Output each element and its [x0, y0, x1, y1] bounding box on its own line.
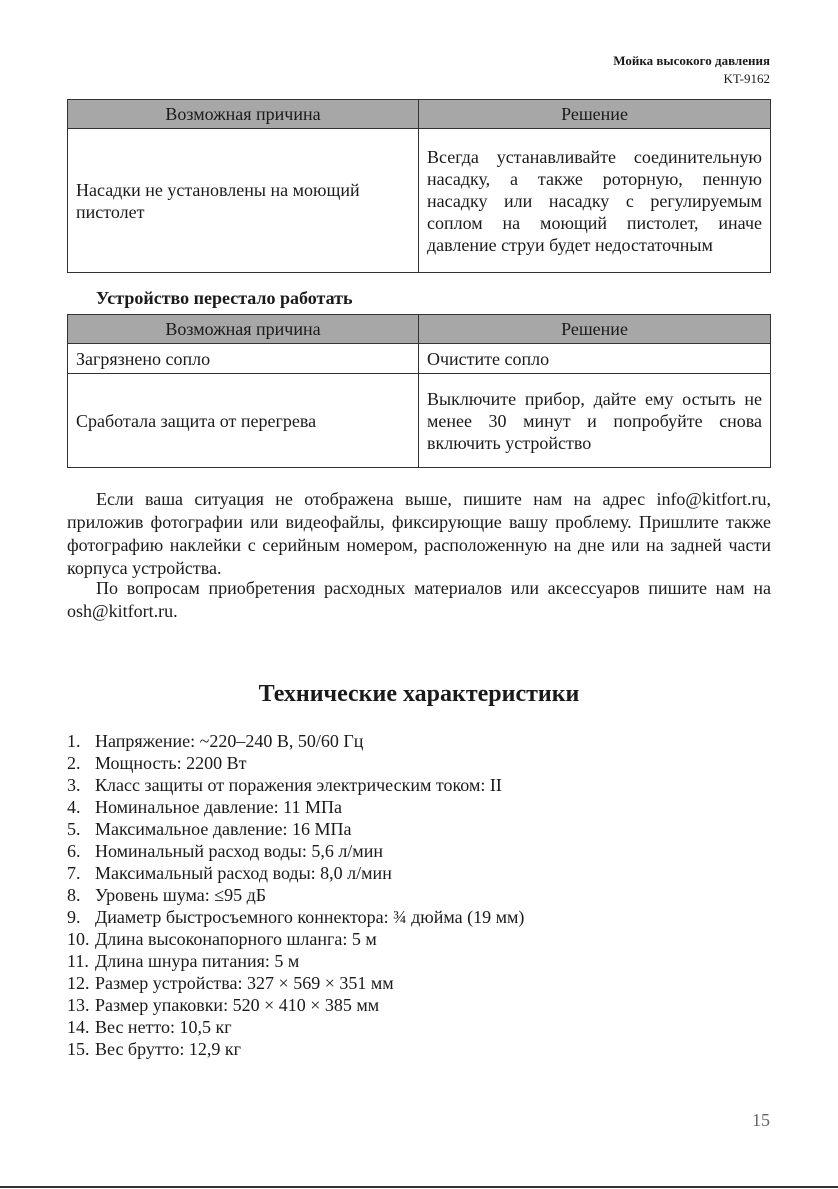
- table-cell-solution: Очистите сопло: [419, 344, 771, 374]
- page-header: [613, 52, 770, 88]
- list-item: [67, 1016, 524, 1038]
- item-number: 7.: [67, 863, 81, 883]
- model-number: KT-9162: [723, 71, 770, 86]
- table-header-solution: Решение: [419, 100, 771, 129]
- table-cell-solution: Выключите прибор, дайте ему остыть не менее 30 минут и попробуйте снова включить устройство: [419, 374, 771, 468]
- item-text: Номинальное давление: 11 МПа: [95, 797, 342, 817]
- table-row: [68, 129, 771, 273]
- table-header-solution: Решение: [419, 315, 771, 344]
- item-number: 8.: [67, 885, 81, 905]
- list-item: [67, 752, 524, 774]
- table-header-cause: Возможная причина: [68, 315, 419, 344]
- item-text: Диаметр быстросъемного коннектора: ¾ дюйма (19 мм): [95, 907, 525, 927]
- specs-list: [67, 730, 524, 1060]
- item-text: Класс защиты от поражения электрическим током: II: [95, 775, 502, 795]
- item-number: 4.: [67, 797, 81, 817]
- item-text: Максимальное давление: 16 МПа: [95, 819, 352, 839]
- item-number: 15.: [67, 1039, 90, 1059]
- page-number: 15: [752, 1110, 770, 1130]
- table-row: [68, 344, 771, 374]
- specs-heading: Технические характеристики: [258, 681, 580, 707]
- table-cell-cause: Сработала защита от перегрева: [68, 374, 419, 468]
- item-number: 9.: [67, 907, 81, 927]
- list-item: [67, 730, 524, 752]
- accessories-paragraph: По вопросам приобретения расходных материалов или аксессуаров пишите нам на osh@kitfort.ru.: [67, 578, 771, 621]
- list-item: [67, 862, 524, 884]
- list-item: [67, 994, 524, 1016]
- item-number: 13.: [67, 995, 90, 1015]
- section-heading: Устройство перестало работать: [96, 288, 353, 308]
- item-text: Вес брутто: 12,9 кг: [95, 1039, 241, 1059]
- item-number: 11.: [67, 951, 89, 971]
- item-text: Напряжение: ~220–240 В, 50/60 Гц: [95, 731, 364, 751]
- list-item: [67, 796, 524, 818]
- product-title: Мойка высокого давления: [613, 53, 770, 68]
- list-item: [67, 884, 524, 906]
- item-text: Размер упаковки: 520 × 410 × 385 мм: [95, 995, 380, 1015]
- item-number: 10.: [67, 929, 90, 949]
- table-row: [68, 374, 771, 468]
- item-text: Номинальный расход воды: 5,6 л/мин: [95, 841, 383, 861]
- item-number: 5.: [67, 819, 81, 839]
- list-item: [67, 906, 524, 928]
- list-item: [67, 1038, 524, 1060]
- list-item: [67, 950, 524, 972]
- troubleshooting-table-stopped: [67, 314, 771, 468]
- troubleshooting-table-nozzles: [67, 99, 771, 273]
- item-number: 1.: [67, 731, 81, 751]
- item-text: Максимальный расход воды: 8,0 л/мин: [95, 863, 392, 883]
- table-cell-solution: Всегда устанавливайте соединительную насадку, а также роторную, пенную насадку или насадку с регулируемым соплом на моющий пистолет, иначе давление струи будет недостаточным: [419, 129, 771, 273]
- item-number: 12.: [67, 973, 90, 993]
- item-number: 6.: [67, 841, 81, 861]
- list-item: [67, 840, 524, 862]
- table-cell-cause: Загрязнено сопло: [68, 344, 419, 374]
- item-text: Размер устройства: 327 × 569 × 351 мм: [95, 973, 394, 993]
- item-text: Длина шнура питания: 5 м: [95, 951, 300, 971]
- item-number: 3.: [67, 775, 81, 795]
- list-item: [67, 972, 524, 994]
- bottom-divider: [0, 1186, 838, 1188]
- list-item: [67, 928, 524, 950]
- item-text: Мощность: 2200 Вт: [95, 753, 247, 773]
- item-number: 2.: [67, 753, 81, 773]
- item-number: 14.: [67, 1017, 90, 1037]
- item-text: Длина высоконапорного шланга: 5 м: [95, 929, 377, 949]
- table-cell-cause: Насадки не установлены на моющий пистолет: [68, 129, 419, 273]
- list-item: [67, 774, 524, 796]
- table-header-cause: Возможная причина: [68, 100, 419, 129]
- contact-paragraph: Если ваша ситуация не отображена выше, пишите нам на адрес info@kitfort.ru, приложив фотографии или видеофайлы, фиксирующие вашу проблему. Пришлите также фотографию наклейки с серийным номером, расположенную на дне или на задней части корпуса устройства.: [67, 489, 771, 578]
- item-text: Уровень шума: ≤95 дБ: [95, 885, 267, 905]
- list-item: [67, 818, 524, 840]
- item-text: Вес нетто: 10,5 кг: [95, 1017, 232, 1037]
